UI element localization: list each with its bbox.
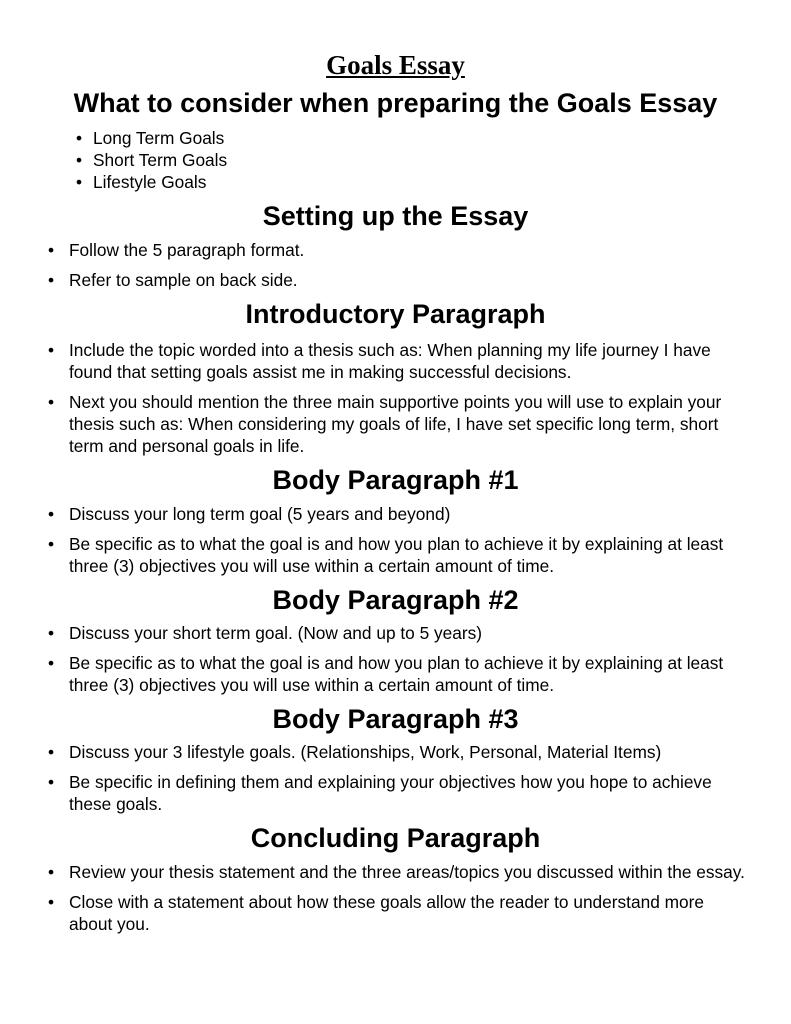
- list-item: • Close with a statement about how these goals allow the reader to understand more about you.: [48, 891, 748, 935]
- list-item: • Follow the 5 paragraph format.: [48, 239, 748, 261]
- introductory-list: [48, 339, 748, 465]
- heading-setting-up: Setting up the Essay: [262, 201, 529, 231]
- list-item: • Short Term Goals: [76, 149, 776, 171]
- concluding-list: [48, 861, 748, 943]
- heading-body-1: Body Paragraph #1: [272, 465, 519, 495]
- list-item: • Refer to sample on back side.: [48, 269, 748, 291]
- body-2-list: [48, 622, 748, 704]
- goal-types-list: [76, 127, 776, 193]
- body-1-list: [48, 503, 748, 585]
- list-item: • Review your thesis statement and the three areas/topics you discussed within the essay.: [48, 861, 748, 883]
- heading-introductory: Introductory Paragraph: [245, 299, 546, 329]
- document-title: Goals Essay: [326, 50, 465, 80]
- list-item: • Be specific as to what the goal is and how you plan to achieve it by explaining at least three (3) objectives you will use within a certain amount of time.: [48, 533, 748, 577]
- heading-body-3: Body Paragraph #3: [272, 704, 519, 734]
- list-item: • Discuss your long term goal (5 years and beyond): [48, 503, 748, 525]
- list-item: • Be specific as to what the goal is and how you plan to achieve it by explaining at least three (3) objectives you will use within a certain amount of time.: [48, 652, 748, 696]
- list-item: • Discuss your short term goal. (Now and up to 5 years): [48, 622, 748, 644]
- list-item: • Be specific in defining them and explaining your objectives how you hope to achieve these goals.: [48, 771, 748, 815]
- list-item: • Discuss your 3 lifestyle goals. (Relationships, Work, Personal, Material Items): [48, 741, 748, 763]
- list-item: • Next you should mention the three main supportive points you will use to explain your thesis such as: When considering my goals of life, I have set specific long term, short term and personal goals in life.: [48, 391, 748, 457]
- heading-what-to-consider: What to consider when preparing the Goals Essay: [73, 88, 718, 118]
- list-item: • Long Term Goals: [76, 127, 776, 149]
- setting-up-list: [48, 239, 748, 299]
- heading-concluding: Concluding Paragraph: [250, 823, 541, 853]
- list-item: • Lifestyle Goals: [76, 171, 776, 193]
- list-item: • Include the topic worded into a thesis such as: When planning my life journey I have found that setting goals assist me in making successful decisions.: [48, 339, 748, 383]
- body-3-list: [48, 741, 748, 823]
- heading-body-2: Body Paragraph #2: [272, 585, 519, 615]
